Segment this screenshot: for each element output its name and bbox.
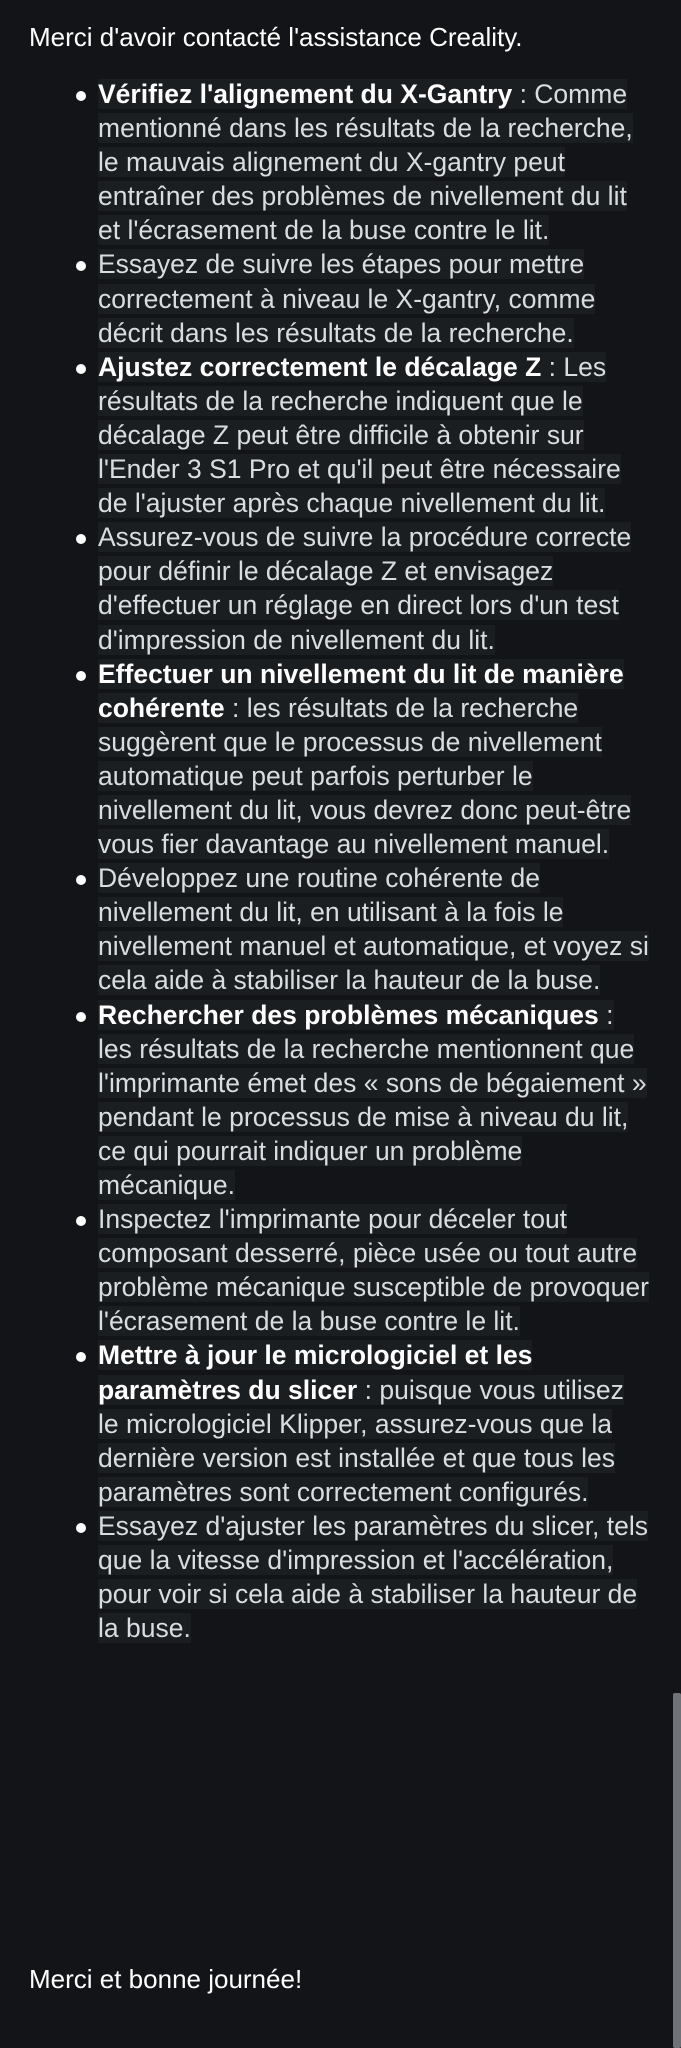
bullet-icon: [76, 1216, 86, 1226]
bullet-icon: [76, 875, 86, 885]
bullet-icon: [76, 534, 86, 544]
list-item-text: Comme mentionné dans les résultats de la recherche, le mauvais alignement du X-gantry peut entraîner des problèmes de nivellement du lit et l'écrasement de la buse contre le lit.: [98, 79, 633, 246]
list-item-title: Rechercher des problèmes mécaniques: [98, 999, 599, 1030]
list-item: [0, 1338, 681, 1508]
list-item: [0, 998, 681, 1203]
list-item-text: Les résultats de la recherche indiquent que le décalage Z peut être difficile à obtenir sur l'Ender 3 S1 Pro et qu'il peut être nécessaire de l'ajuster après chaque nivellement du lit.: [98, 351, 621, 519]
list-item-text: Développez une routine cohérente de nivellement du lit, en utilisant à la fois le nivellement manuel et automatique, et voyez si cela aide à stabiliser la hauteur de la buse.: [98, 863, 649, 996]
list-item-title: Effectuer un nivellement du lit de manière cohérente: [98, 658, 624, 723]
list-item-text: puisque vous utilisez le micrologiciel Klipper, assurez-vous que la dernière version est installée et que tous les paramètres sont correctement configurés.: [98, 1374, 624, 1507]
list-item: [0, 77, 681, 247]
list-item-content: [98, 1511, 648, 1643]
list-item-content: [98, 79, 633, 245]
bullet-icon: [76, 1012, 86, 1022]
list-item-title: Vérifiez l'alignement du X-Gantry: [98, 79, 513, 109]
closing-text: Merci et bonne journée!: [29, 1964, 303, 1994]
list-item-content: [98, 1340, 624, 1506]
bullet-icon: [76, 261, 86, 271]
list-item: [0, 657, 681, 862]
bullet-icon: [76, 1523, 86, 1533]
bullet-icon: [76, 671, 86, 681]
list-item-content: [98, 1204, 649, 1336]
list-item-text: Assurez-vous de suivre la procédure correcte pour définir le décalage Z et envisagez d'effectuer un réglage en direct lors d'un test d'impression de nivellement du lit.: [98, 522, 632, 655]
bullet-icon: [76, 364, 86, 374]
list-item-separator: :: [357, 1374, 380, 1405]
scrollbar-thumb[interactable]: [673, 1693, 681, 2048]
list-item: [0, 247, 681, 349]
list-item-separator: :: [598, 999, 614, 1030]
list-item-text: les résultats de la recherche suggèrent que le processus de nivellement automatique peut parfois perturber le nivellement du lit, vous devrez donc peut-être vous fier davantage au nivellement manuel.: [98, 692, 632, 860]
list-item-content: [98, 352, 621, 518]
list-item: [0, 861, 681, 997]
list-item-content: [98, 1000, 647, 1200]
list-item-text: Essayez d'ajuster les paramètres du slicer, tels que la vitesse d'impression et l'accélération, pour voir si cela aide à stabiliser la hauteur de la buse.: [98, 1510, 649, 1644]
list-item-text: Essayez de suivre les étapes pour mettre correctement à niveau le X-gantry, comme décrit dans les résultats de la recherche.: [98, 249, 596, 348]
list-item: [0, 350, 681, 520]
list-item-separator: :: [541, 351, 564, 382]
list-item-text: les résultats de la recherche mentionnent que l'imprimante émet des « sons de bégaiement » pendant le processus de mise à niveau du lit, ce qui pourrait indiquer un problème mécanique.: [98, 1033, 647, 1200]
bullet-icon: [76, 1352, 86, 1362]
list-item-title: Mettre à jour le micrologiciel et les paramètres du slicer: [98, 1340, 533, 1405]
list-item-text: Inspectez l'imprimante pour déceler tout composant desserré, pièce usée ou tout autre problème mécanique susceptible de provoquer l'écrasement de la buse contre le lit.: [98, 1204, 649, 1337]
list-item-separator: :: [512, 79, 535, 109]
list-item: [0, 1509, 681, 1645]
list-item-content: [98, 863, 649, 995]
list-item: [0, 1202, 681, 1338]
greeting-text: Merci d'avoir contacté l'assistance Creality.: [29, 22, 523, 52]
list-item-content: [98, 522, 631, 654]
bullet-icon: [76, 91, 86, 101]
list-item-content: [98, 249, 595, 347]
list-item: [0, 520, 681, 656]
troubleshooting-list: [0, 77, 681, 1645]
list-item-content: [98, 659, 631, 859]
list-item-title: Ajustez correctement le décalage Z: [98, 351, 542, 382]
list-item-separator: :: [224, 692, 247, 723]
